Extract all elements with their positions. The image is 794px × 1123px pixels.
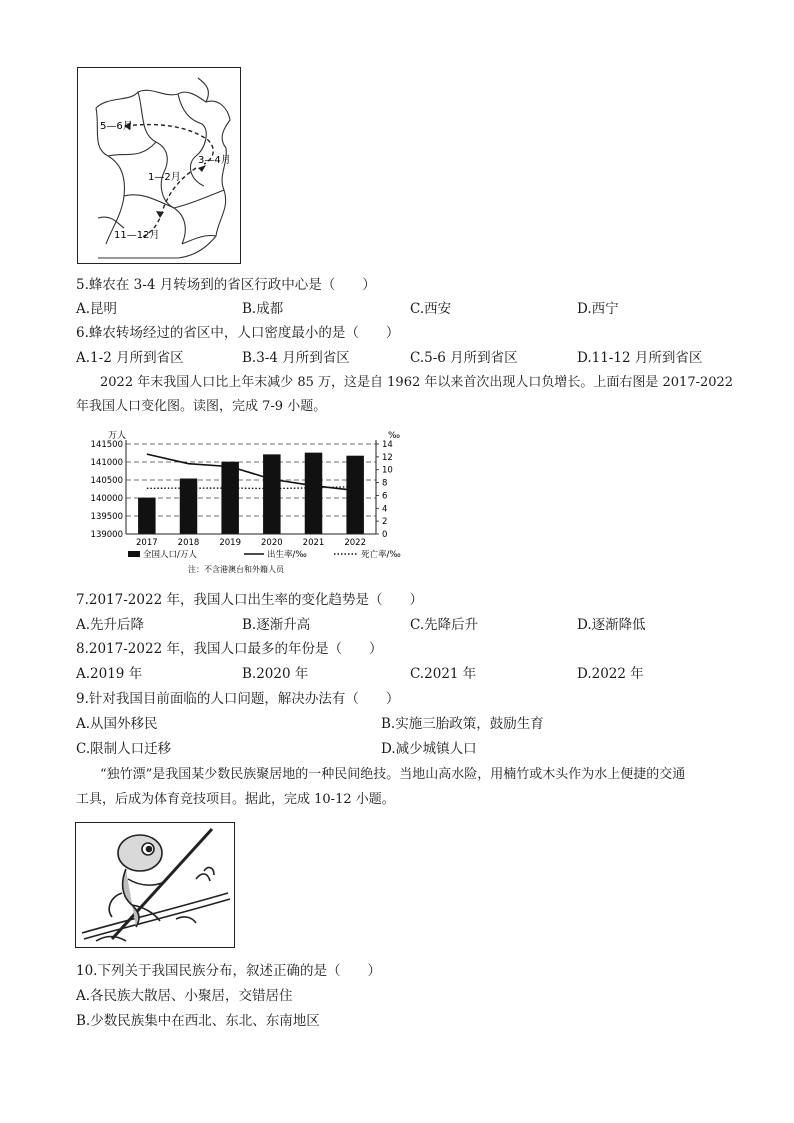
cartoon-figure-icon <box>76 823 234 947</box>
q5-option-c[interactable]: C.西安 <box>410 301 452 317</box>
map-boundary <box>108 142 156 156</box>
question-10-stem: 10.下列关于我国民族分布，叙述正确的是（ ） <box>76 963 381 979</box>
question-5-stem: 5.蜂农在 3-4 月转场到的省区行政中心是（ ） <box>76 277 376 293</box>
right-tick-label: 8 <box>382 478 388 489</box>
arrow-head-icon <box>156 211 164 218</box>
map-boundary <box>182 235 216 244</box>
question-7-stem: 7.2017-2022 年，我国人口出生率的变化趋势是（ ） <box>76 592 423 608</box>
left-tick-label: 139500 <box>90 512 123 522</box>
population-bar <box>346 456 364 534</box>
left-tick-label: 139000 <box>90 530 123 540</box>
population-bar <box>180 479 198 534</box>
mascot-head <box>118 835 162 871</box>
intro-paragraph-1-line1: 2022 年末我国人口比上年末减少 85 万，这是自 1962 年以来首次出现人口负增长。上面右图是 2017-2022 <box>100 375 734 390</box>
left-tick-label: 141500 <box>90 440 123 450</box>
population-bar <box>305 453 323 534</box>
x-tick-label: 2018 <box>177 538 200 548</box>
q9-option-d[interactable]: D.减少城镇人口 <box>381 741 477 757</box>
x-tick-label: 2021 <box>302 538 325 548</box>
map-label: 5—6月 <box>100 121 133 132</box>
q7-option-a[interactable]: A.先升后降 <box>76 617 145 633</box>
x-tick-label: 2019 <box>219 538 241 548</box>
q7-option-c[interactable]: C.先降后升 <box>410 617 479 633</box>
q10-option-a[interactable]: A.各民族大散居、小聚居，交错居住 <box>76 988 293 1004</box>
map-figure <box>77 67 241 264</box>
right-tick-label: 2 <box>382 517 388 528</box>
question-9-stem: 9.针对我国目前面临的人口问题，解决办法有（ ） <box>76 691 400 707</box>
map-boundary <box>138 92 185 244</box>
intro-paragraph-1-line2: 年我国人口变化图。读图，完成 7-9 小题。 <box>76 399 327 414</box>
mascot-arm <box>128 879 162 885</box>
bamboo-raft <box>82 893 228 933</box>
left-tick-label: 140500 <box>90 476 123 486</box>
q5-option-d[interactable]: D.西宁 <box>577 301 619 317</box>
q9-option-b[interactable]: B.实施三胎政策，鼓励生育 <box>381 716 544 732</box>
bamboo-rafting-illustration <box>75 822 235 948</box>
map-boundary <box>174 190 224 208</box>
q9-option-c[interactable]: C.限制人口迁移 <box>76 741 172 757</box>
x-tick-label: 2020 <box>261 538 283 548</box>
q6-option-b[interactable]: B.3-4 月所到省区 <box>242 350 350 366</box>
right-tick-label: 14 <box>382 440 393 450</box>
left-axis-unit: 万人 <box>108 431 127 441</box>
birth-rate-line <box>147 454 355 490</box>
q8-option-c[interactable]: C.2021 年 <box>410 666 477 682</box>
q6-option-c[interactable]: C.5-6 月所到省区 <box>410 350 518 366</box>
legend-label: 全国人口/万人 <box>143 550 197 560</box>
right-axis-unit: ‰ <box>388 431 401 441</box>
right-tick-label: 0 <box>382 530 388 540</box>
map-label: 11—12月 <box>114 230 160 241</box>
q7-option-b[interactable]: B.逐渐升高 <box>242 617 311 633</box>
q8-option-b[interactable]: B.2020 年 <box>242 666 309 682</box>
bamboo-raft <box>84 899 230 939</box>
map-label: 1—2月 <box>148 172 181 183</box>
province-map <box>78 68 240 263</box>
arrow-head-icon <box>198 165 206 172</box>
map-boundary <box>178 94 206 186</box>
mascot-tail <box>109 893 122 917</box>
map-boundary <box>98 217 124 228</box>
map-boundary <box>198 78 208 102</box>
question-8-stem: 8.2017-2022 年，我国人口最多的年份是（ ） <box>76 641 383 657</box>
left-tick-label: 141000 <box>90 458 123 468</box>
intro-paragraph-2-line1: “独竹漂”是我国某少数民族聚居地的一种民间绝技。当地山高水险，用楠竹或木头作为水上便捷的交通 <box>100 767 686 782</box>
map-label: 3—4月 <box>198 155 231 166</box>
q8-option-a[interactable]: A.2019 年 <box>76 666 143 682</box>
population-bar <box>221 462 239 534</box>
intro-paragraph-2-line2: 工具，后成为体育竞技项目。据此，完成 10-12 小题。 <box>76 792 395 807</box>
question-6-stem: 6.蜂农转场经过的省区中，人口密度最小的是（ ） <box>76 325 400 341</box>
right-tick-label: 10 <box>382 465 393 476</box>
q9-option-a[interactable]: A.从国外移民 <box>76 716 158 732</box>
right-tick-label: 4 <box>382 504 388 515</box>
q5-option-a[interactable]: A.昆明 <box>76 301 118 317</box>
legend-bar-swatch <box>128 551 140 557</box>
legend-label: 出生率/‰ <box>267 550 307 560</box>
legend-label: 死亡率/‰ <box>361 550 401 560</box>
right-tick-label: 12 <box>382 452 393 463</box>
q6-option-d[interactable]: D.11-12 月所到省区 <box>577 350 703 366</box>
population-chart <box>76 426 426 582</box>
q8-option-d[interactable]: D.2022 年 <box>577 666 644 682</box>
q10-option-b[interactable]: B.少数民族集中在西北、东北、东南地区 <box>76 1013 320 1029</box>
q6-option-a[interactable]: A.1-2 月所到省区 <box>76 350 184 366</box>
q5-option-b[interactable]: B.成都 <box>242 301 284 317</box>
x-tick-label: 2017 <box>136 538 158 548</box>
chart-note: 注：不含港澳台和外籍人员 <box>188 565 284 574</box>
left-tick-label: 140000 <box>90 494 123 504</box>
population-bar <box>263 454 281 534</box>
right-tick-label: 6 <box>382 491 388 502</box>
x-tick-label: 2022 <box>344 538 366 548</box>
q7-option-d[interactable]: D.逐渐降低 <box>577 617 646 633</box>
population-bar <box>138 498 156 534</box>
